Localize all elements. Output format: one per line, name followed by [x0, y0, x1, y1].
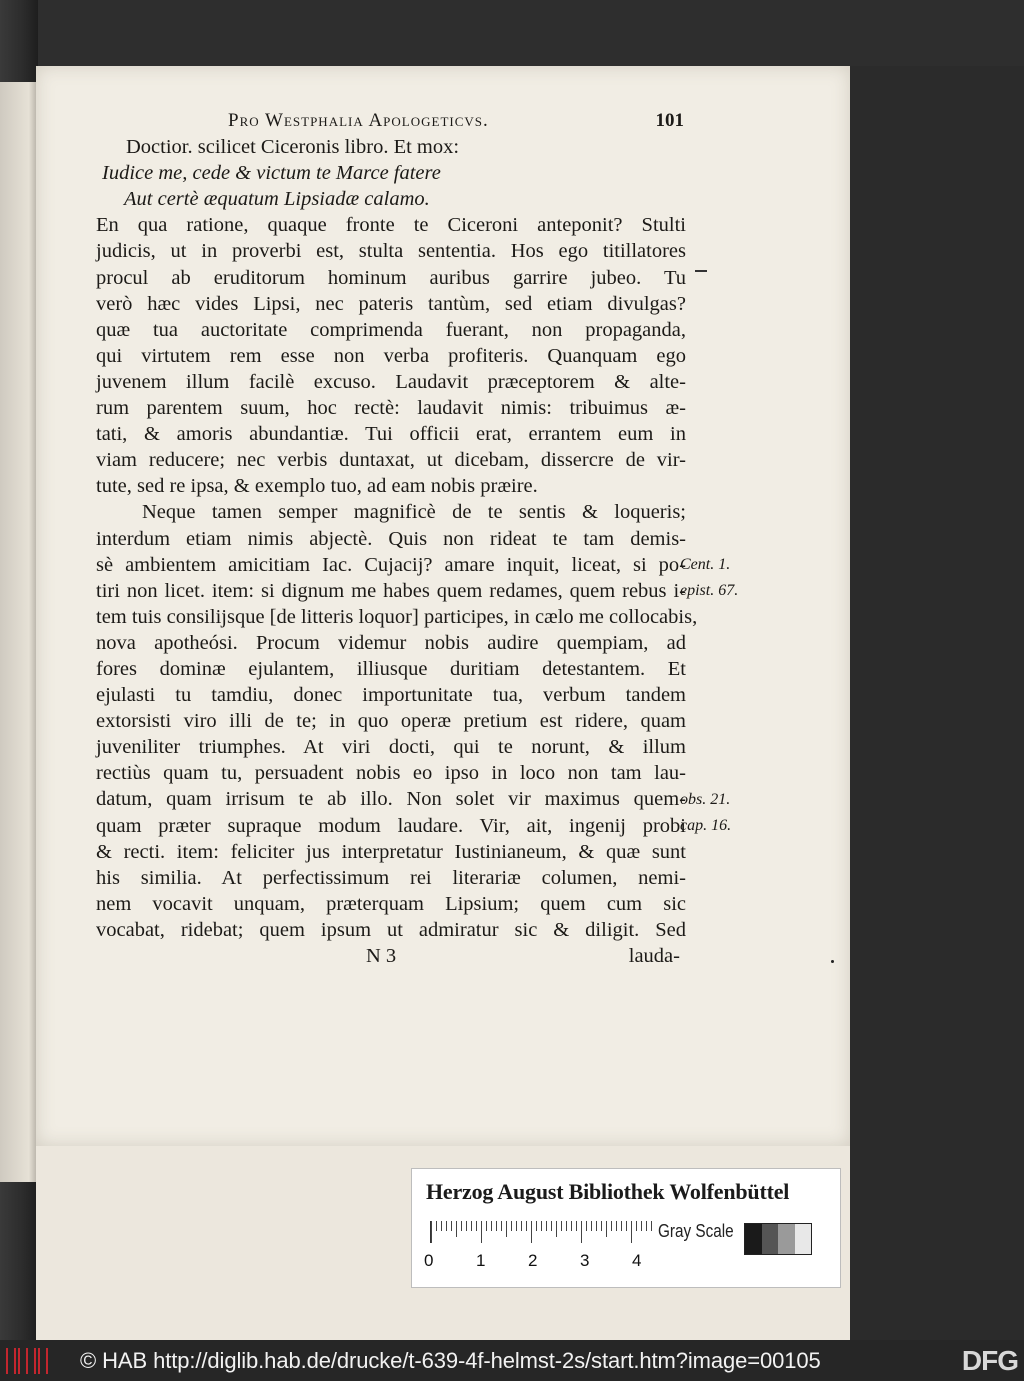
- signature-mark: N 3: [366, 945, 397, 967]
- ruler-label: 2: [528, 1251, 538, 1270]
- barcode-bar: [38, 1348, 40, 1374]
- margin-note: Cent. 1.: [680, 555, 731, 573]
- text-line: tem tuis consilijsque [de litteris loquor] participes, in cælo me collocabis,: [96, 605, 698, 628]
- running-header: [96, 108, 686, 134]
- text-line: ejulasti tu tamdiu, donec importunitate tua, verbum tandem: [96, 684, 686, 707]
- barcode-bar: [46, 1348, 48, 1374]
- gray-swatch: [795, 1224, 812, 1254]
- ruler-tick: [431, 1221, 432, 1243]
- text-line: qui virtutem rem esse non verba profiteris. Quanquam ego: [96, 344, 686, 367]
- barcode-bar: [34, 1348, 36, 1374]
- ruler-tick: [541, 1221, 542, 1231]
- ruler-tick: [506, 1221, 507, 1237]
- catchword: lauda-: [628, 945, 680, 967]
- margin-note: epist. 67.: [680, 581, 739, 599]
- barcode-bar: [26, 1348, 28, 1374]
- ruler-tick: [451, 1221, 452, 1231]
- previous-page-edge: [0, 82, 36, 1182]
- ruler-tick: [616, 1221, 617, 1231]
- margin-note: obs. 21.: [680, 790, 731, 808]
- library-name: Herzog August Bibliothek Wolfenbüttel: [426, 1179, 790, 1204]
- ruler-tick: [596, 1221, 597, 1231]
- gray-swatch: [778, 1224, 795, 1254]
- ruler-tick: [611, 1221, 612, 1231]
- text-line: nem vocavit unquam, præterquam Lipsium; quem cum sic: [96, 892, 686, 915]
- barcode-icon: [6, 1348, 48, 1374]
- text-line: Aut certè æquatum Lipsiadæ calamo.: [124, 188, 430, 211]
- ruler-tick: [561, 1221, 562, 1231]
- text-line: Neque tamen semper magnificè de te sentis & loqueris;: [142, 501, 686, 524]
- text-line: his similia. At perfectissimum rei literariæ columen, nemi-: [96, 866, 686, 889]
- text-lines: [96, 134, 698, 943]
- barcode-bar: [18, 1348, 20, 1374]
- ruler-tick: [531, 1221, 532, 1243]
- running-title: Pro Westphalia Apologeticvs.: [228, 110, 489, 131]
- text-line: tati, & amoris abundantiæ. Tui officii erat, errantem eum in: [96, 423, 686, 446]
- ruler-tick: [516, 1221, 517, 1231]
- margin-note: cap. 16.: [680, 816, 732, 834]
- ruler-tick: [521, 1221, 522, 1231]
- text-line: rum parentem suum, hoc rectè: laudavit nimis: tribuimus æ-: [96, 397, 686, 420]
- ruler-tick: [441, 1221, 442, 1231]
- text-line: Iudice me, cede & victum te Marce fatere: [102, 162, 441, 185]
- ruler-tick: [496, 1221, 497, 1231]
- ruler-tick: [641, 1221, 642, 1231]
- ruler-label: 4: [632, 1251, 642, 1270]
- ruler-tick: [501, 1221, 502, 1231]
- page-number: 101: [655, 110, 684, 131]
- text-line: procul ab eruditorum hominum auribus garrire jubeo. Tu: [96, 266, 686, 289]
- dfg-logo: DFG: [958, 1345, 1018, 1377]
- ruler-tick: [461, 1221, 462, 1231]
- copyright-url[interactable]: © HAB http://diglib.hab.de/drucke/t-639-4f-helmst-2s/start.htm?image=00105: [80, 1347, 821, 1373]
- library-color-card: [411, 1168, 841, 1288]
- ruler-tick: [481, 1221, 482, 1243]
- page-footer: [96, 943, 686, 969]
- barcode-bar: [6, 1348, 8, 1374]
- barcode-bar: [42, 1348, 44, 1374]
- text-line: quæ tua auctoritate comprimenda fuerant, non propaganda,: [96, 318, 686, 341]
- text-line: extorsisti viro illi de te; in quo operæ pretium est ridere, quam: [96, 710, 686, 733]
- ruler-tick: [491, 1221, 492, 1231]
- ruler-tick: [581, 1221, 582, 1243]
- ruler-tick: [631, 1221, 632, 1243]
- ruler-tick: [576, 1221, 577, 1231]
- ruler-tick: [486, 1221, 487, 1231]
- text-line: vocabat, ridebat; quem ipsum ut admiratur sic & diligit. Sed: [96, 918, 686, 941]
- gray-swatch: [762, 1224, 779, 1254]
- ruler-tick: [651, 1221, 652, 1231]
- ruler-label: 1: [476, 1251, 486, 1270]
- text-line: datum, quam irrisum te ab illo. Non solet vir maximus quem-: [96, 788, 686, 811]
- margin-dot: [831, 960, 834, 963]
- ruler-tick: [511, 1221, 512, 1231]
- ruler-tick: [556, 1221, 557, 1237]
- ruler-tick: [456, 1221, 457, 1237]
- ruler-tick: [571, 1221, 572, 1231]
- text-line: viam reducere; nec verbis duntaxat, ut dicebam, dissercre de vir-: [96, 449, 686, 472]
- barcode-bar: [22, 1348, 24, 1374]
- ruler-tick: [646, 1221, 647, 1231]
- text-line: judicis, ut in proverbi est, stulta sententia. Hos ego titillatores: [96, 240, 686, 263]
- text-line: Doctior. scilicet Ciceronis libro. Et mox:: [126, 136, 460, 159]
- text-line: rectiùs quam tu, persuadent nobis eo ipso in loco non tam lau-: [96, 762, 686, 785]
- text-line: nova apotheósi. Procum videmur nobis audire quempiam, ad: [96, 631, 686, 654]
- page-text: [96, 108, 698, 969]
- text-line: juveniliter triumphes. At viri docti, qui te norunt, & illum: [96, 736, 686, 759]
- gray-scale-swatches: [744, 1223, 812, 1255]
- text-line: tute, sed re ipsa, & exemplo tuo, ad eam nobis præire.: [96, 475, 538, 498]
- status-bar: [0, 1340, 1024, 1381]
- text-line: interdum etiam nimis abjectè. Quis non rideat te tam demis-: [96, 527, 686, 550]
- ruler-tick: [601, 1221, 602, 1231]
- text-line: quam præter supraque modum laudare. Vir, ait, ingenij probi: [96, 814, 686, 837]
- text-line: tiri non licet. item: si dignum me habes quem redames, quem rebus i-: [96, 579, 686, 602]
- barcode-bar: [14, 1348, 16, 1374]
- ruler-tick: [621, 1221, 622, 1231]
- ruler-tick: [551, 1221, 552, 1231]
- text-line: juvenem illum facilè excuso. Laudavit præceptorem & alte-: [96, 370, 686, 393]
- ruler-label: 3: [580, 1251, 590, 1270]
- ruler-tick: [546, 1221, 547, 1231]
- ruler-tick: [476, 1221, 477, 1231]
- ruler-label: 0: [424, 1251, 434, 1270]
- scale-ruler: [430, 1221, 653, 1243]
- text-line: fores dominæ ejulantem, illiusque duritiam detestantem. Et: [96, 657, 686, 680]
- ruler-tick: [606, 1221, 607, 1237]
- text-line: sè ambientem amicitiam Iac. Cujacij? amare inquit, liceat, si po-: [96, 553, 686, 576]
- gray-swatch: [745, 1224, 762, 1254]
- text-line: & recti. item: feliciter jus interpretatur Iustinianeum, & quæ sunt: [96, 840, 686, 863]
- scanner-background-right: [850, 66, 1024, 1340]
- ruler-tick: [446, 1221, 447, 1231]
- ruler-tick: [466, 1221, 467, 1231]
- ruler-tick: [636, 1221, 637, 1231]
- text-line: verò hæc vides Lipsi, nec pateris tantùm, sed etiam divulgas?: [96, 292, 686, 315]
- ruler-tick: [471, 1221, 472, 1231]
- text-line: En qua ratione, quaque fronte te Ciceroni anteponit? Stulti: [96, 214, 686, 237]
- ruler-tick: [591, 1221, 592, 1231]
- gray-scale-label: Gray Scale: [658, 1221, 734, 1241]
- ruler-tick: [586, 1221, 587, 1231]
- ruler-tick: [536, 1221, 537, 1231]
- ruler-tick: [566, 1221, 567, 1231]
- ruler-tick: [626, 1221, 627, 1231]
- margin-dash: [695, 270, 707, 272]
- barcode-bar: [30, 1348, 32, 1374]
- barcode-bar: [10, 1348, 12, 1374]
- ruler-tick: [526, 1221, 527, 1231]
- ruler-tick: [436, 1221, 437, 1231]
